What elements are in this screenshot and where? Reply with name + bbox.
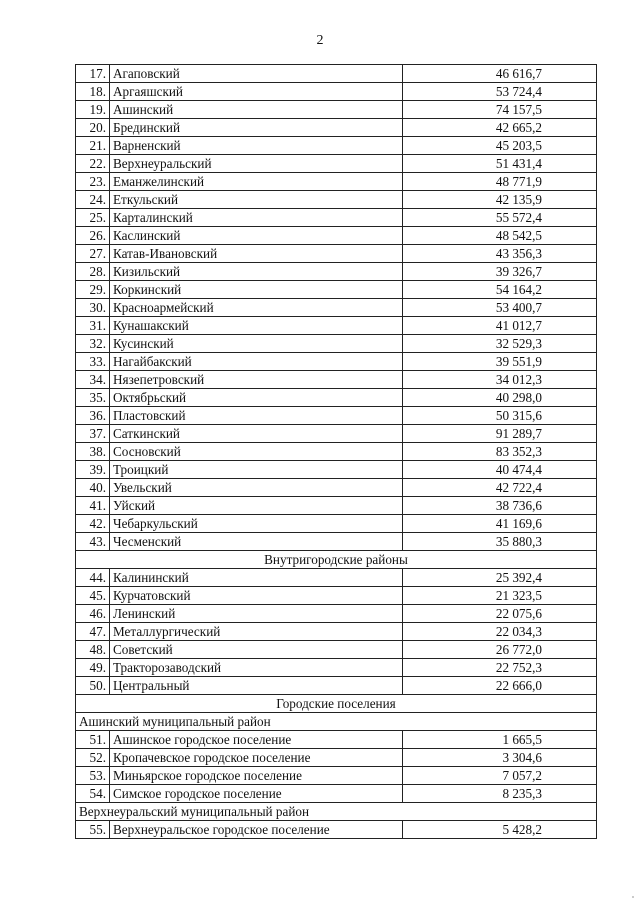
amount-value: 43 356,3 (403, 245, 597, 263)
district-name: Агаповский (110, 65, 403, 83)
district-name: Нязепетровский (110, 371, 403, 389)
amount-value: 39 551,9 (403, 353, 597, 371)
amount-value: 74 157,5 (403, 101, 597, 119)
section-title: Внутригородские районы (76, 551, 597, 569)
table-row (76, 659, 597, 677)
row-number: 53. (76, 767, 110, 785)
amount-value: 40 298,0 (403, 389, 597, 407)
row-number: 33. (76, 353, 110, 371)
table-row (76, 317, 597, 335)
subsection-title: Ашинский муниципальный район (76, 713, 597, 731)
district-name: Тракторозаводский (110, 659, 403, 677)
row-number: 38. (76, 443, 110, 461)
row-number: 49. (76, 659, 110, 677)
amount-value: 1 665,5 (403, 731, 597, 749)
row-number: 51. (76, 731, 110, 749)
amount-value: 53 724,4 (403, 83, 597, 101)
table-row (76, 137, 597, 155)
amount-value: 54 164,2 (403, 281, 597, 299)
row-number: 19. (76, 101, 110, 119)
row-number: 52. (76, 749, 110, 767)
amount-value: 26 772,0 (403, 641, 597, 659)
district-name: Курчатовский (110, 587, 403, 605)
row-number: 40. (76, 479, 110, 497)
row-number: 47. (76, 623, 110, 641)
amount-value: 41 012,7 (403, 317, 597, 335)
section-header-row (76, 551, 597, 569)
table-row (76, 785, 597, 803)
table-row (76, 335, 597, 353)
table-row (76, 65, 597, 83)
amount-value: 25 392,4 (403, 569, 597, 587)
row-number: 21. (76, 137, 110, 155)
row-number: 17. (76, 65, 110, 83)
district-name: Центральный (110, 677, 403, 695)
amount-value: 53 400,7 (403, 299, 597, 317)
table-row (76, 515, 597, 533)
row-number: 44. (76, 569, 110, 587)
row-number: 50. (76, 677, 110, 695)
district-name: Саткинский (110, 425, 403, 443)
table-row (76, 479, 597, 497)
table-row (76, 119, 597, 137)
row-number: 29. (76, 281, 110, 299)
subsection-header-row (76, 713, 597, 731)
district-name: Нагайбакский (110, 353, 403, 371)
table-row (76, 281, 597, 299)
amount-value: 22 752,3 (403, 659, 597, 677)
table-row (76, 83, 597, 101)
table-row (76, 677, 597, 695)
table-row (76, 425, 597, 443)
row-number: 32. (76, 335, 110, 353)
district-name: Ашинский (110, 101, 403, 119)
table-body (76, 65, 597, 839)
row-number: 28. (76, 263, 110, 281)
district-name: Миньярское городское поселение (110, 767, 403, 785)
amount-value: 91 289,7 (403, 425, 597, 443)
table-row (76, 371, 597, 389)
district-name: Кусинский (110, 335, 403, 353)
amount-value: 21 323,5 (403, 587, 597, 605)
budget-table (75, 64, 597, 839)
amount-value: 42 135,9 (403, 191, 597, 209)
row-number: 41. (76, 497, 110, 515)
table-row (76, 263, 597, 281)
row-number: 54. (76, 785, 110, 803)
table-row (76, 497, 597, 515)
row-number: 46. (76, 605, 110, 623)
amount-value: 46 616,7 (403, 65, 597, 83)
district-name: Кизильский (110, 263, 403, 281)
amount-value: 48 771,9 (403, 173, 597, 191)
district-name: Кропачевское городское поселение (110, 749, 403, 767)
district-name: Уйский (110, 497, 403, 515)
district-name: Кунашакский (110, 317, 403, 335)
district-name: Сосновский (110, 443, 403, 461)
amount-value: 42 665,2 (403, 119, 597, 137)
row-number: 18. (76, 83, 110, 101)
row-number: 43. (76, 533, 110, 551)
section-title: Городские поселения (76, 695, 597, 713)
table-row (76, 533, 597, 551)
table-row (76, 173, 597, 191)
row-number: 23. (76, 173, 110, 191)
amount-value: 41 169,6 (403, 515, 597, 533)
amount-value: 22 034,3 (403, 623, 597, 641)
district-name: Коркинский (110, 281, 403, 299)
subsection-title: Верхнеуральский муниципальный район (76, 803, 597, 821)
amount-value: 45 203,5 (403, 137, 597, 155)
district-name: Симское городское поселение (110, 785, 403, 803)
subsection-header-row (76, 803, 597, 821)
district-name: Октябрьский (110, 389, 403, 407)
table-row (76, 443, 597, 461)
amount-value: 32 529,3 (403, 335, 597, 353)
amount-value: 3 304,6 (403, 749, 597, 767)
district-name: Еткульский (110, 191, 403, 209)
district-name: Брединский (110, 119, 403, 137)
district-name: Ленинский (110, 605, 403, 623)
table-row (76, 731, 597, 749)
district-name: Еманжелинский (110, 173, 403, 191)
table-row (76, 569, 597, 587)
table-row (76, 191, 597, 209)
row-number: 35. (76, 389, 110, 407)
district-name: Катав-Ивановский (110, 245, 403, 263)
table-row (76, 407, 597, 425)
row-number: 31. (76, 317, 110, 335)
row-number: 30. (76, 299, 110, 317)
table-row (76, 461, 597, 479)
amount-value: 42 722,4 (403, 479, 597, 497)
table-row (76, 389, 597, 407)
row-number: 25. (76, 209, 110, 227)
row-number: 27. (76, 245, 110, 263)
row-number: 26. (76, 227, 110, 245)
table-row (76, 245, 597, 263)
table-row (76, 101, 597, 119)
amount-value: 83 352,3 (403, 443, 597, 461)
amount-value: 34 012,3 (403, 371, 597, 389)
table-row (76, 587, 597, 605)
row-number: 20. (76, 119, 110, 137)
district-name: Увельский (110, 479, 403, 497)
page-number: 2 (316, 33, 324, 48)
row-number: 24. (76, 191, 110, 209)
amount-value: 39 326,7 (403, 263, 597, 281)
table-row (76, 641, 597, 659)
section-header-row (76, 695, 597, 713)
amount-value: 40 474,4 (403, 461, 597, 479)
amount-value: 38 736,6 (403, 497, 597, 515)
district-name: Пластовский (110, 407, 403, 425)
amount-value: 22 075,6 (403, 605, 597, 623)
district-name: Калининский (110, 569, 403, 587)
amount-value: 50 315,6 (403, 407, 597, 425)
district-name: Варненский (110, 137, 403, 155)
district-name: Ашинское городское поселение (110, 731, 403, 749)
row-number: 22. (76, 155, 110, 173)
district-name: Верхнеуральское городское поселение (110, 821, 403, 839)
table-row (76, 299, 597, 317)
district-name: Чебаркульский (110, 515, 403, 533)
amount-value: 22 666,0 (403, 677, 597, 695)
table-row (76, 209, 597, 227)
amount-value: 35 880,3 (403, 533, 597, 551)
table-row (76, 767, 597, 785)
district-name: Троицкий (110, 461, 403, 479)
row-number: 48. (76, 641, 110, 659)
district-name: Металлургический (110, 623, 403, 641)
row-number: 45. (76, 587, 110, 605)
table-row (76, 623, 597, 641)
district-name: Советский (110, 641, 403, 659)
district-name: Верхнеуральский (110, 155, 403, 173)
scan-speck (632, 896, 634, 898)
amount-value: 8 235,3 (403, 785, 597, 803)
table-row (76, 227, 597, 245)
row-number: 37. (76, 425, 110, 443)
district-name: Аргаяшский (110, 83, 403, 101)
row-number: 55. (76, 821, 110, 839)
amount-value: 5 428,2 (403, 821, 597, 839)
district-name: Красноармейский (110, 299, 403, 317)
row-number: 42. (76, 515, 110, 533)
row-number: 36. (76, 407, 110, 425)
district-name: Карталинский (110, 209, 403, 227)
amount-value: 48 542,5 (403, 227, 597, 245)
table-row (76, 749, 597, 767)
row-number: 39. (76, 461, 110, 479)
table-row (76, 353, 597, 371)
amount-value: 51 431,4 (403, 155, 597, 173)
table-row (76, 821, 597, 839)
amount-value: 7 057,2 (403, 767, 597, 785)
district-name: Каслинский (110, 227, 403, 245)
amount-value: 55 572,4 (403, 209, 597, 227)
table-row (76, 605, 597, 623)
table-row (76, 155, 597, 173)
row-number: 34. (76, 371, 110, 389)
district-name: Чесменский (110, 533, 403, 551)
